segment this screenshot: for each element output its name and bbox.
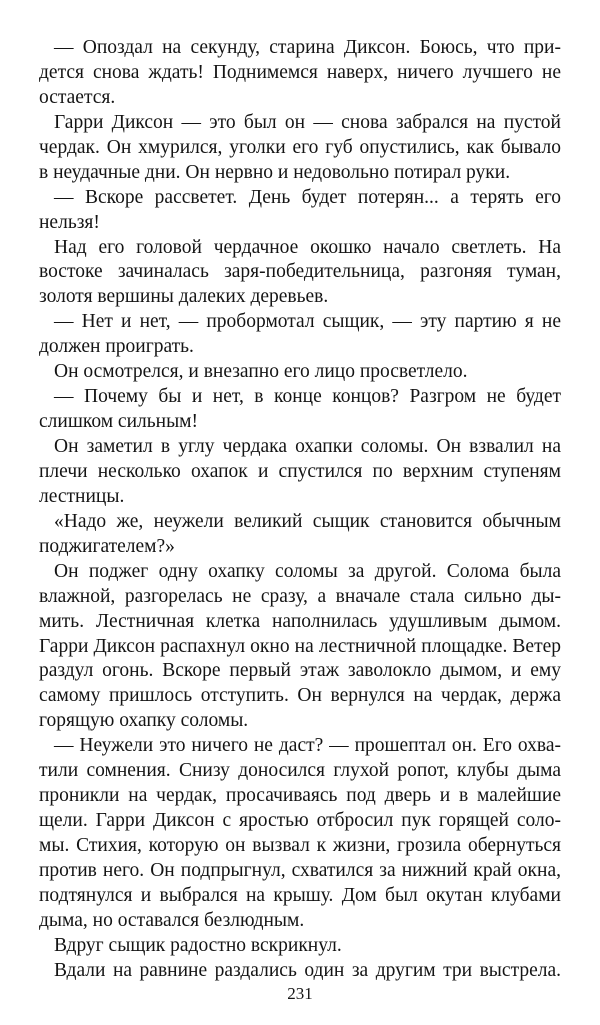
text-line: плечи несколько охапок и спустился по верхним ступеням [39, 460, 561, 482]
text-line: чердак. Он хмурился, уголки его губ опустились, как бывало [39, 136, 561, 158]
text-line: подтянулся и выбрался на крышу. Дом был окутан клубами [39, 884, 561, 906]
text-line: дыма, но оставался безлюдным. [39, 909, 305, 931]
text-line: — Вскоре рассветет. День будет потерян... а терять его [54, 186, 561, 208]
text-line: Гарри Диксон распахнул окно на лестничной площадке. Ветер [39, 635, 561, 657]
page-number: 231 [287, 984, 313, 1003]
text-line: мить. Лестничная клетка наполнилась удушливым дымом. [39, 610, 561, 632]
book-page-text [39, 36, 561, 984]
text-line: Гарри Диксон — это был он — снова забрался на пустой [54, 111, 561, 133]
text-line: тили сомнения. Снизу доносился глухой ропот, клубы дыма [39, 760, 561, 782]
text-line: слишком сильным! [39, 411, 198, 433]
text-line: против него. Он подпрыгнул, схватился за нижний край окна, [39, 859, 561, 881]
text-line: — Неужели это ничего не даст? — прошептал он. Его охва- [54, 735, 561, 757]
text-line: в неудачные дни. Он нервно и недовольно потирал руки. [39, 161, 511, 183]
text-line: должен проиграть. [39, 336, 194, 358]
text-line: Он осмотрелся, и внезапно его лицо просветлело. [54, 361, 468, 383]
text-line: золотя вершины далеких деревьев. [39, 286, 329, 308]
text-line: дется снова ждать! Поднимемся наверх, ничего лучшего не [39, 61, 561, 83]
text-line: самому пришлось отступить. Он вернулся на чердак, держа [39, 685, 561, 707]
text-line: раздул огонь. Вскоре первый этаж заволокло дымом, и ему [39, 660, 561, 682]
text-line: Вдруг сыщик радостно вскрикнул. [54, 934, 342, 956]
text-line: горящую охапку соломы. [39, 710, 249, 732]
text-line: остается. [39, 86, 116, 108]
text-line: нельзя! [39, 211, 100, 233]
text-line: влажной, разгорелась не сразу, а вначале стала сильно ды- [39, 585, 561, 607]
text-line: — Почему бы и нет, в конце концов? Разгром не будет [54, 386, 561, 408]
text-line: — Нет и нет, — пробормотал сыщик, — эту партию я не [54, 311, 561, 333]
text-line: поджигателем?» [39, 535, 175, 557]
text-line: лестницы. [39, 485, 125, 507]
text-line: «Надо же, неужели великий сыщик становится обычным [54, 510, 561, 532]
text-line: Он поджег одну охапку соломы за другой. Солома была [54, 560, 561, 582]
text-line: Над его головой чердачное окошко начало светлеть. На [54, 236, 561, 258]
text-line: проникли на чердак, просачиваясь под дверь и в малейшие [39, 785, 561, 807]
text-line: востоке зачиналась заря-победительница, разгоняя туман, [39, 261, 561, 283]
text-line: Он заметил в углу чердака охапки соломы. Он взвалил на [54, 436, 561, 457]
text-line: щели. Гарри Диксон с яростью отбросил пук горящей соло- [39, 810, 561, 832]
text-line: — Опоздал на секунду, старина Диксон. Боюсь, что при- [54, 37, 561, 58]
text-line: Вдали на равнине раздались один за другим три выстрела. [54, 959, 561, 981]
text-line: мы. Стихия, которую он вызвал к жизни, грозила обернуться [39, 835, 561, 856]
